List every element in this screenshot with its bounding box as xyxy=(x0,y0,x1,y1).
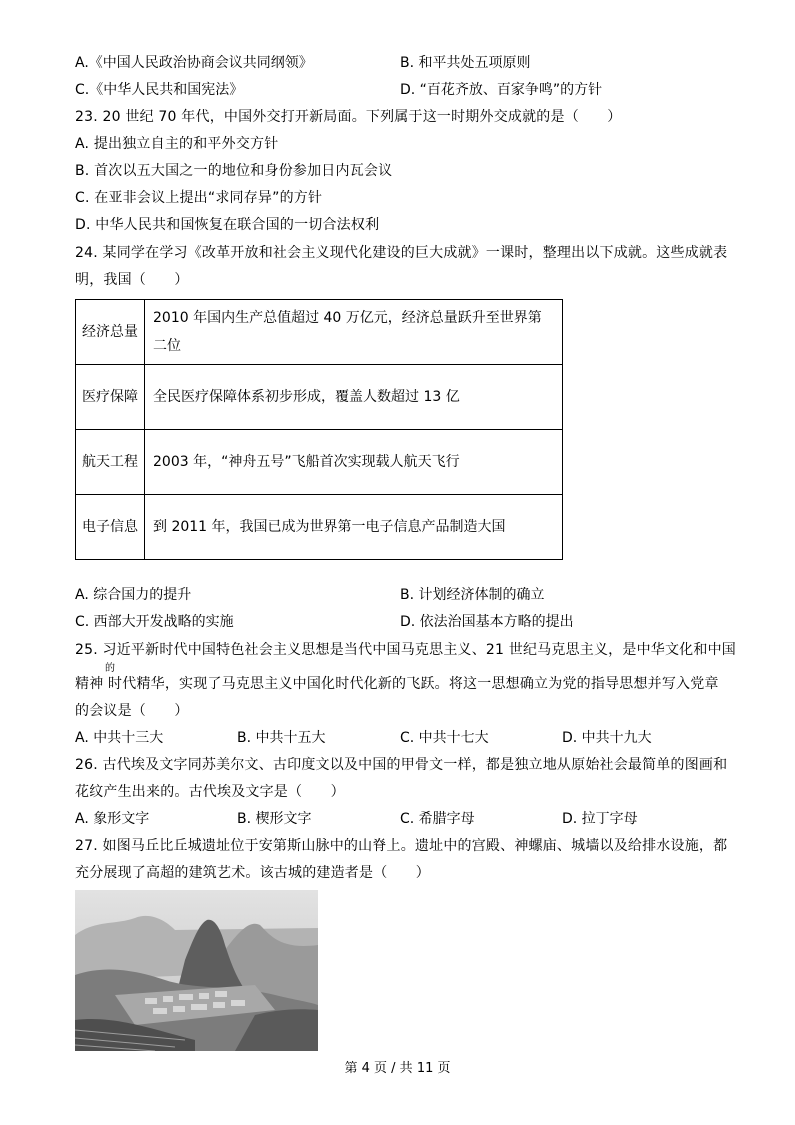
q23-option-c: C. 在亚非会议上提出“求同存异”的方针 xyxy=(75,190,323,206)
q25-option-d: D. 中共十九大 xyxy=(562,730,652,746)
q24-stem-line1: 24. 某同学在学习《改革开放和社会主义现代化建设的巨大成就》一课时，整理出以下成就。这些成就表 xyxy=(75,245,728,261)
page-footer: 第 4 页 / 共 11 页 xyxy=(344,1061,451,1076)
q25-ruby-char: 的 xyxy=(105,663,115,674)
table-row xyxy=(76,365,563,430)
table-category: 医疗保障 xyxy=(76,365,145,430)
q27-stem-line1: 27. 如图马丘比丘城遗址位于安第斯山脉中的山脊上。遗址中的宫殿、神螺庙、城墙以及给排水设施，都 xyxy=(75,838,728,854)
q22-option-d: D. “百花齐放、百家争鸣”的方针 xyxy=(400,82,603,98)
q26-stem-line2: 花纹产生出来的。古代埃及文字是（ ） xyxy=(75,784,345,800)
q26-option-c: C. 希腊字母 xyxy=(400,811,475,827)
table-row xyxy=(76,495,563,560)
q26-option-b: B. 楔形文字 xyxy=(237,811,312,827)
table-category: 电子信息 xyxy=(76,495,145,560)
achievements-table xyxy=(75,299,563,560)
q27-stem-line2: 充分展现了高超的建筑艺术。该古城的建造者是（ ） xyxy=(75,865,430,881)
q25-stem-line2: 精神 时代精华，实现了马克思主义中国化时代化新的飞跃。将这一思想确立为党的指导思想并写入党章 xyxy=(75,676,719,692)
q25-stem-line3: 的会议是（ ） xyxy=(75,703,189,719)
q23-stem: 23. 20 世纪 70 年代，中国外交打开新局面。下列属于这一时期外交成就的是（ ） xyxy=(75,109,622,125)
q24-option-c: C. 西部大开发战略的实施 xyxy=(75,614,234,630)
q22-option-c: C.《中华人民共和国宪法》 xyxy=(75,82,244,98)
q23-option-d: D. 中华人民共和国恢复在联合国的一切合法权利 xyxy=(75,217,380,233)
table-row xyxy=(76,430,563,495)
table-detail: 2003 年，“神舟五号”飞船首次实现载人航天飞行 xyxy=(145,430,563,495)
table-row xyxy=(76,300,563,365)
q25-option-b: B. 中共十五大 xyxy=(237,730,326,746)
q23-option-b: B. 首次以五大国之一的地位和身份参加日内瓦会议 xyxy=(75,163,393,179)
q22-option-b: B. 和平共处五项原则 xyxy=(400,55,531,71)
q24-option-a: A. 综合国力的提升 xyxy=(75,587,192,603)
q26-option-d: D. 拉丁字母 xyxy=(562,811,638,827)
table-category: 航天工程 xyxy=(76,430,145,495)
table-detail: 到 2011 年，我国已成为世界第一电子信息产品制造大国 xyxy=(145,495,563,560)
table-detail: 全民医疗保障体系初步形成，覆盖人数超过 13 亿 xyxy=(145,365,563,430)
table-category: 经济总量 xyxy=(76,300,145,365)
q24-option-d: D. 依法治国基本方略的提出 xyxy=(400,614,574,630)
q25-option-a: A. 中共十三大 xyxy=(75,730,164,746)
q25-stem-line1: 25. 习近平新时代中国特色社会主义思想是当代中国马克思主义、21 世纪马克思主义，是中华文化和中国 xyxy=(75,642,736,658)
q22-option-a: A.《中国人民政治协商会议共同纲领》 xyxy=(75,55,313,71)
q26-option-a: A. 象形文字 xyxy=(75,811,150,827)
q26-stem-line1: 26. 古代埃及文字同苏美尔文、古印度文以及中国的甲骨文一样，都是独立地从原始社会最简单的图画和 xyxy=(75,757,728,773)
q24-stem-line2: 明，我国（ ） xyxy=(75,272,189,288)
q24-option-b: B. 计划经济体制的确立 xyxy=(400,587,545,603)
q25-option-c: C. 中共十七大 xyxy=(400,730,489,746)
q23-option-a: A. 提出独立自主的和平外交方针 xyxy=(75,136,279,152)
table-detail: 2010 年国内生产总值超过 40 万亿元，经济总量跃升至世界第二位 xyxy=(145,300,563,365)
machu-picchu-photo xyxy=(75,890,318,1051)
